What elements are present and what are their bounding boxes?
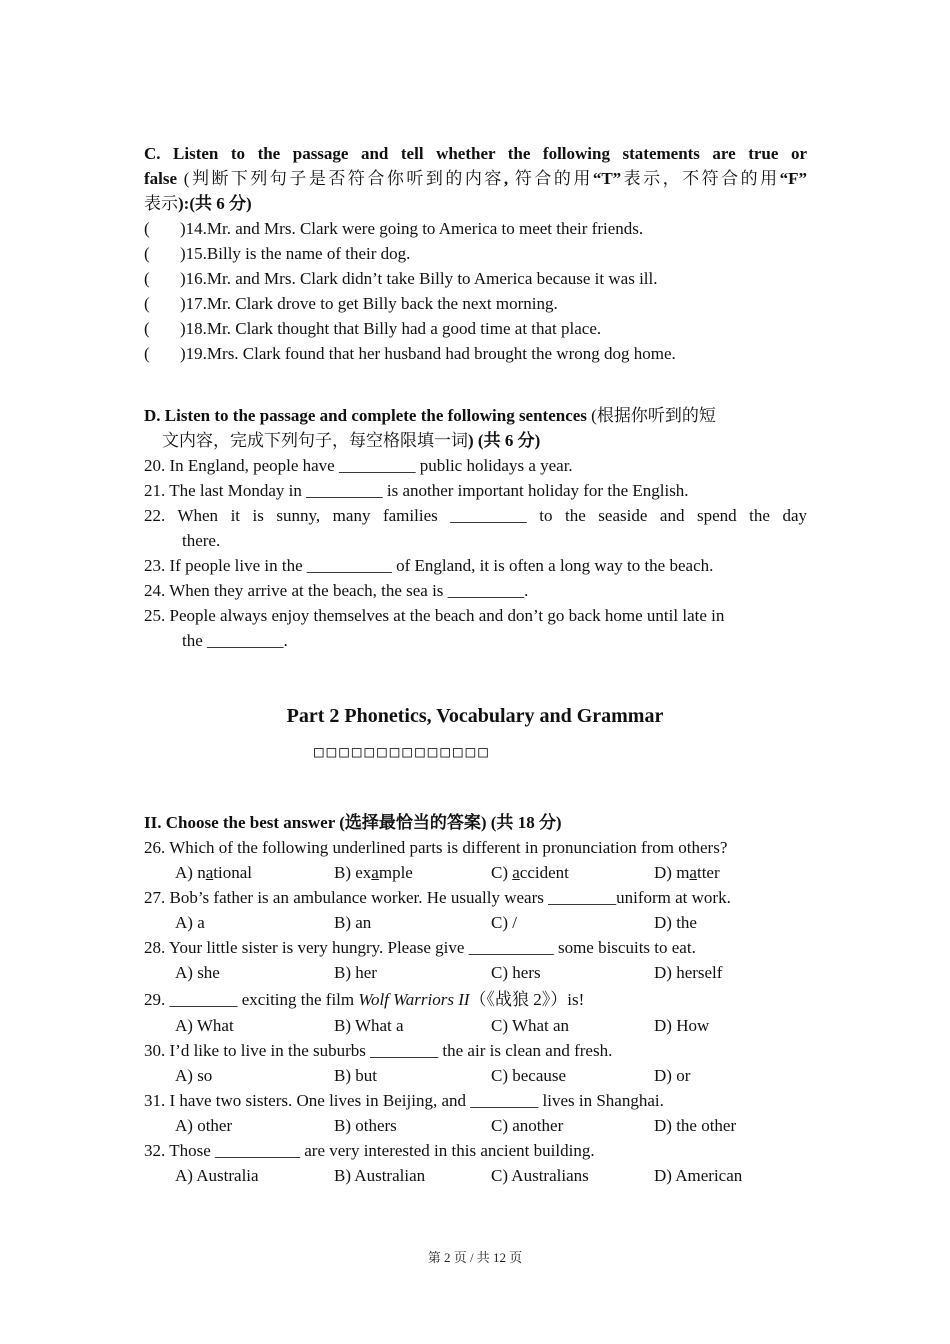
list-item[interactable]: ( )14.Mr. and Mrs. Clark were going to America to meet their friends.: [144, 219, 644, 238]
section-c-heading-line2: false (判断下列句子是否符合你听到的内容, 符合的用“T”表示，不符合的用“F”: [144, 169, 808, 188]
question-22: 22. When it is sunny, many families _________ to the seaside and spend the day: [144, 506, 807, 525]
option-d[interactable]: D) American: [654, 1166, 743, 1185]
question-22-cont: there.: [182, 531, 221, 550]
section-d: [144, 403, 807, 653]
question-31-options: [144, 1113, 807, 1138]
question-21: 21. The last Monday in _________ is another important holiday for the English.: [144, 481, 689, 500]
section-d-heading-line2: 文内容，完成下列句子，每空格限填一词) (共 6 分): [162, 431, 541, 450]
option-b[interactable]: B) but: [334, 1066, 377, 1085]
option-a[interactable]: A) What: [175, 1016, 234, 1035]
option-b[interactable]: B) Australian: [334, 1166, 426, 1185]
question-27: 27. Bob’s father is an ambulance worker. He usually wears ________uniform at work.: [144, 888, 731, 907]
option-a[interactable]: A) she: [175, 963, 220, 982]
list-item[interactable]: ( )18.Mr. Clark thought that Billy had a good time at that place.: [144, 319, 602, 338]
question-26-options: [144, 860, 807, 885]
option-a[interactable]: A) a: [175, 913, 205, 932]
option-d[interactable]: D) the other: [654, 1116, 737, 1135]
question-30-options: [144, 1063, 807, 1088]
option-b[interactable]: B) others: [334, 1116, 397, 1135]
question-32: 32. Those __________ are very interested in this ancient building.: [144, 1141, 595, 1160]
part-2-title: Part 2 Phonetics, Vocabulary and Grammar: [286, 705, 664, 727]
part-2-subtitle: □□□□□□□□□□□□□□: [314, 742, 491, 761]
option-b[interactable]: B) an: [334, 913, 372, 932]
question-26: 26. Which of the following underlined parts is different in pronunciation from others?: [144, 838, 728, 857]
option-c[interactable]: C) hers: [491, 963, 541, 982]
question-32-options: [144, 1163, 807, 1188]
question-29-options: [144, 1013, 807, 1038]
question-30: 30. I’d like to live in the suburbs ________ the air is clean and fresh.: [144, 1041, 613, 1060]
section-ii: [144, 810, 807, 1188]
option-c[interactable]: C) another: [491, 1116, 564, 1135]
question-28-options: [144, 960, 807, 985]
option-d[interactable]: D) How: [654, 1016, 710, 1035]
list-item[interactable]: ( )16.Mr. and Mrs. Clark didn’t take Billy to America because it was ill.: [144, 269, 658, 288]
question-29: 29. ________ exciting the film Wolf Warriors II（《战狼 2》）is!: [144, 990, 585, 1009]
section-c-heading-line3: 表示):(共 6 分): [144, 194, 252, 213]
option-b[interactable]: B) What a: [334, 1016, 404, 1035]
option-a[interactable]: A) so: [175, 1066, 213, 1085]
question-23: 23. If people live in the __________ of England, it is often a long way to the beach.: [144, 556, 714, 575]
list-item[interactable]: ( )19.Mrs. Clark found that her husband had brought the wrong dog home.: [144, 344, 676, 363]
option-a[interactable]: A) national: [175, 863, 252, 882]
question-25-cont: the _________.: [182, 631, 288, 650]
option-b[interactable]: B) her: [334, 963, 377, 982]
page-footer: 第 2 页 / 共 12 页: [427, 1250, 523, 1265]
section-ii-heading: II. Choose the best answer (选择最恰当的答案) (共 18 分): [144, 813, 562, 832]
option-d[interactable]: D) matter: [654, 863, 720, 882]
section-c-heading-line1: C. Listen to the passage and tell whether the following statements are true or: [144, 144, 807, 163]
option-c[interactable]: C) Australians: [491, 1166, 589, 1185]
option-d[interactable]: D) the: [654, 913, 697, 932]
question-25: 25. People always enjoy themselves at the beach and don’t go back home until late in: [144, 606, 725, 625]
option-d[interactable]: D) herself: [654, 963, 723, 982]
option-b[interactable]: B) example: [334, 863, 413, 882]
question-20: 20. In England, people have _________ public holidays a year.: [144, 456, 573, 475]
option-c[interactable]: C) /: [491, 913, 517, 932]
question-31: 31. I have two sisters. One lives in Beijing, and ________ lives in Shanghai.: [144, 1091, 664, 1110]
section-c: [144, 141, 807, 366]
option-c[interactable]: C) What an: [491, 1016, 570, 1035]
question-24: 24. When they arrive at the beach, the sea is _________.: [144, 581, 529, 600]
option-c[interactable]: C) accident: [491, 863, 569, 882]
option-d[interactable]: D) or: [654, 1066, 691, 1085]
option-c[interactable]: C) because: [491, 1066, 567, 1085]
list-item[interactable]: ( )15.Billy is the name of their dog.: [144, 244, 411, 263]
option-a[interactable]: A) other: [175, 1116, 233, 1135]
option-a[interactable]: A) Australia: [175, 1166, 259, 1185]
question-27-options: [144, 910, 807, 935]
question-28: 28. Your little sister is very hungry. Please give __________ some biscuits to eat.: [144, 938, 696, 957]
section-d-heading-line1: D. Listen to the passage and complete the following sentences (根据你听到的短: [144, 406, 716, 425]
list-item[interactable]: ( )17.Mr. Clark drove to get Billy back the next morning.: [144, 294, 558, 313]
